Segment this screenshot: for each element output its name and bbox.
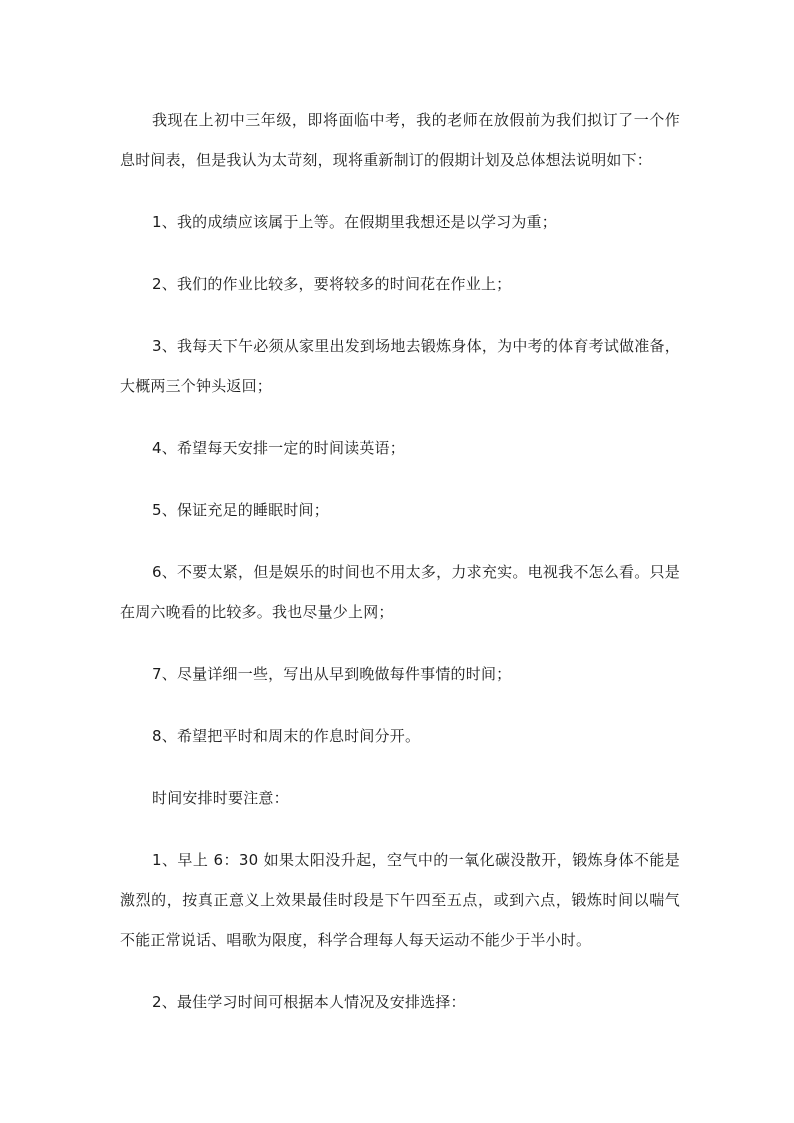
note-item-1: 1、早上 6：30 如果太阳没升起，空气中的一氧化碳没散开，锻炼身体不能是激烈的，按真正意义上效果最佳时段是下午四至五点，或到六点，锻炼时间以喘气不能正常说话、唱歌为限度，科学合理每人每天运动不能少于半小时。 [120, 851, 680, 949]
plan-item-4: 4、希望每天安排一定的时间读英语； [152, 439, 405, 457]
plan-item-2: 2、我们的作业比较多，要将较多的时间花在作业上； [152, 275, 512, 293]
plan-item-3: 3、我每天下午必须从家里出发到场地去锻炼身体，为中考的体育考试做准备，大概两三个钟头返回； [120, 337, 680, 395]
notes-heading: 时间安排时要注意： [152, 789, 289, 807]
document-body [120, 100, 680, 1022]
note-item-2: 2、最佳学习时间可根据本人情况及安排选择： [152, 993, 466, 1011]
plan-item-7: 7、尽量详细一些，写出从早到晚做每件事情的时间； [152, 665, 512, 683]
plan-item-5: 5、保证充足的睡眠时间； [152, 501, 329, 519]
intro-paragraph: 我现在上初中三年级，即将面临中考，我的老师在放假前为我们拟订了一个作息时间表，但是我认为太苛刻，现将重新制订的假期计划及总体想法说明如下： [120, 111, 680, 169]
plan-item-6: 6、不要太紧，但是娱乐的时间也不用太多，力求充实。电视我不怎么看。只是在周六晚看的比较多。我也尽量少上网； [120, 563, 680, 621]
plan-item-8: 8、希望把平时和周末的作息时间分开。 [152, 727, 421, 745]
plan-item-1: 1、我的成绩应该属于上等。在假期里我想还是以学习为重； [152, 213, 557, 231]
